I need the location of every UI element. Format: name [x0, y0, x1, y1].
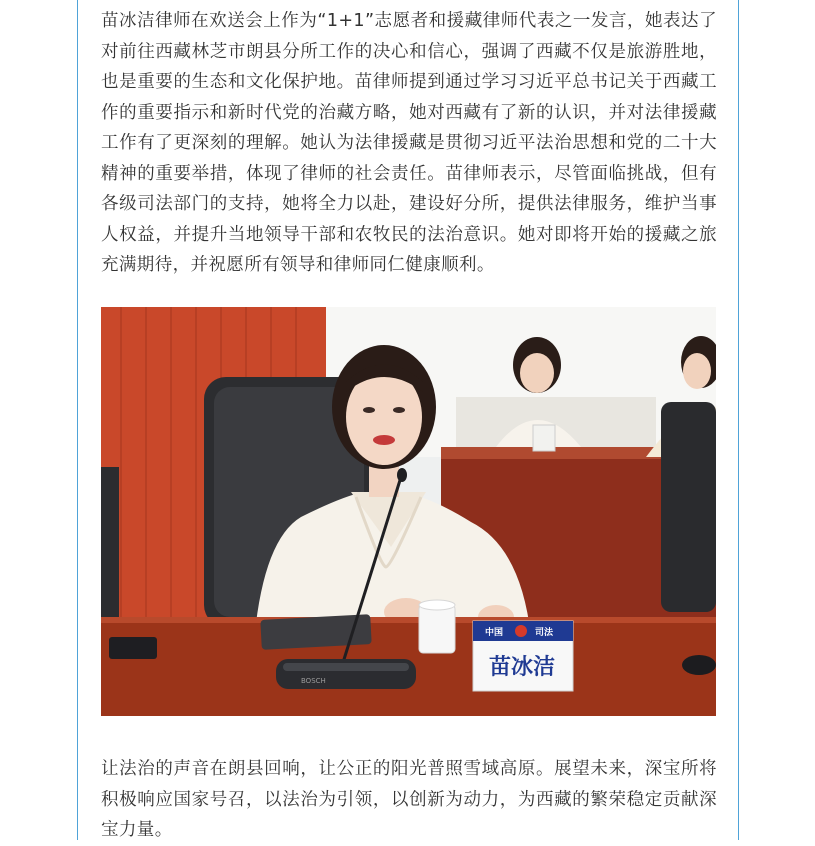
nameplate-name: 苗冰洁 [489, 655, 556, 680]
nameplate-logo-right: 司法 [535, 628, 554, 638]
speaker-photo [101, 307, 716, 716]
mic-brand-label: BOSCH [301, 677, 326, 685]
nameplate-logo-left: 中国 [485, 628, 504, 638]
article-paragraph-1: 苗冰洁律师在欢送会上作为“1+1”志愿者和援藏律师代表之一发言，她表达了对前往西藏林芝市朗县分所工作的决心和信心，强调了西藏不仅是旅游胜地，也是重要的生态和文化保护地。苗律师提到通过学习习近平总书记关于西藏工作的重要指示和新时代党的治藏方略，她对西藏有了新的认识，并对法律援藏工作有了更深刻的理解。她认为法律援藏是贯彻习近平法治思想和党的二十大精神的重要举措，体现了律师的社会责任。苗律师表示，尽管面临挑战，但有各级司法部门的支持，她将全力以赴，建设好分所，提供法律服务，维护当事人权益，并提升当地领导干部和农牧民的法治意识。她对即将开始的援藏之旅充满期待，并祝愿所有领导和律师同仁健康顺利。 [101, 11, 717, 275]
article-paragraph-2: 让法治的声音在朗县回响，让公正的阳光普照雪域高原。展望未来，深宝所将积极响应国家号召，以法治为引领，以创新为动力，为西藏的繁荣稳定贡献深宝力量。 [101, 759, 717, 840]
